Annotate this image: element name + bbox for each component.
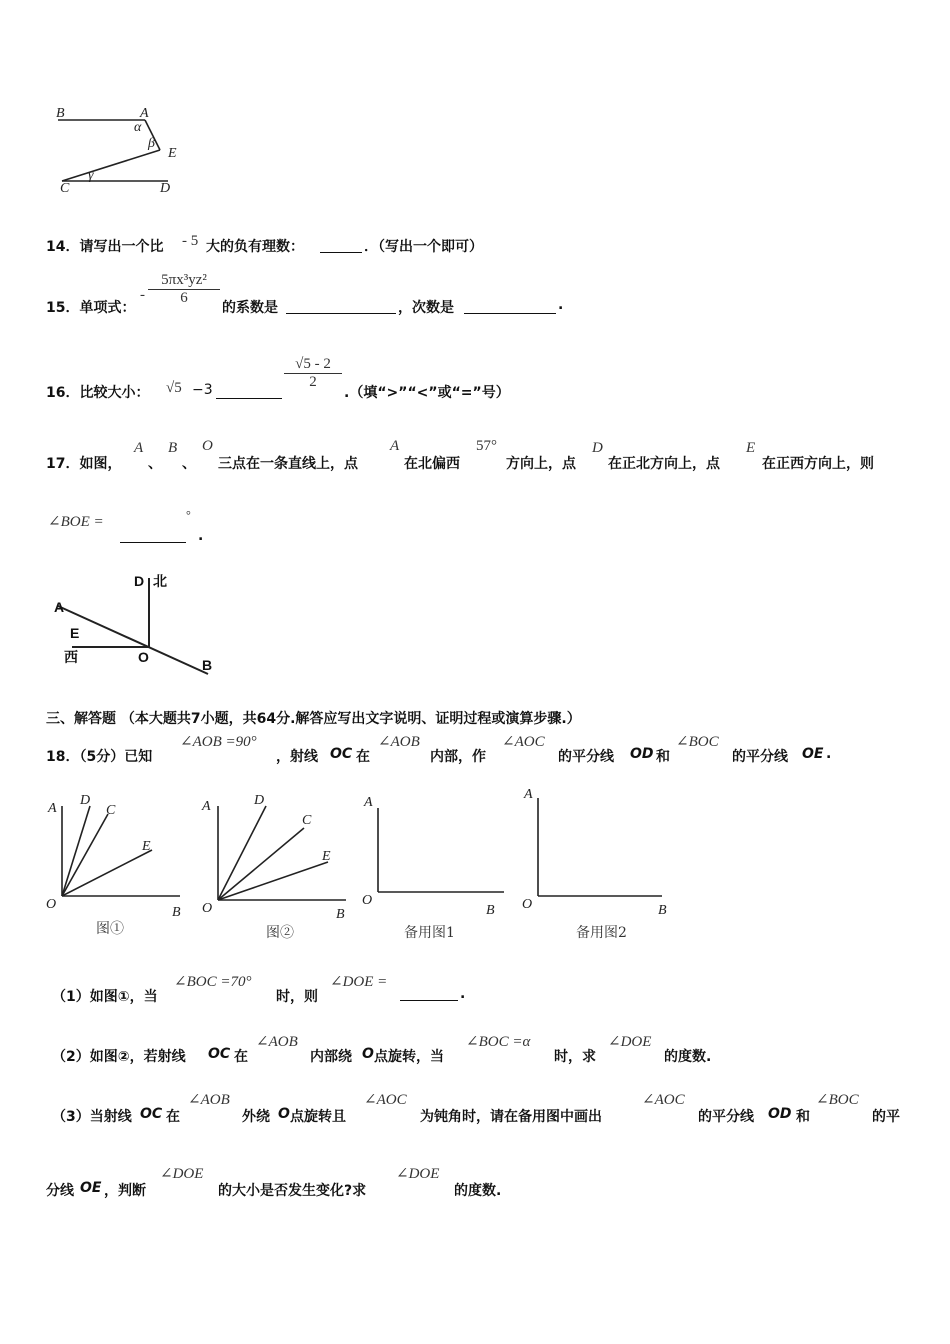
label-c: C xyxy=(60,181,70,196)
p2-angle3: ∠DOE xyxy=(608,1034,652,1050)
fig1-label-b: B xyxy=(172,905,181,918)
p3-t4: 为钝角时，请在备用图中画出 xyxy=(420,1109,602,1125)
q17-b: B xyxy=(168,440,178,456)
q18-angle4: ∠BOC xyxy=(676,734,719,750)
p1-angle: ∠BOC =70° xyxy=(174,974,252,990)
p3-t5: 的平分线 xyxy=(698,1109,754,1125)
spare2-label-a: A xyxy=(524,787,533,802)
q16-left: √5 xyxy=(166,380,182,396)
q18-caption-3: 备用图1 xyxy=(404,925,455,941)
q18-oe: OE xyxy=(802,746,824,762)
q15-fraction xyxy=(148,272,220,307)
q18-t1: ，射线 xyxy=(276,749,318,765)
p3-prefix: （3）当射线 xyxy=(52,1109,132,1125)
p2-o: O xyxy=(362,1046,374,1062)
p2-t4: 时，求 xyxy=(554,1049,596,1065)
fig17-label-o: O xyxy=(138,649,149,665)
q17-end: . xyxy=(198,528,204,544)
p3-angle2: ∠AOC xyxy=(364,1092,407,1108)
fig17-label-b: B xyxy=(202,657,213,673)
q15-degree-blank[interactable] xyxy=(464,313,556,314)
fig2-label-d: D xyxy=(254,793,265,808)
p2-oc: OC xyxy=(208,1046,231,1062)
q16-numerator: √5 - 2 xyxy=(284,356,342,374)
q17-a2: A xyxy=(390,438,400,454)
q17-deg: 57° xyxy=(476,438,497,454)
fig1-label-o: O xyxy=(46,897,57,912)
p3-t6: 和 xyxy=(796,1109,810,1125)
q17-figure xyxy=(50,570,220,680)
q16-fraction xyxy=(284,356,342,391)
spare1-label-a: A xyxy=(364,795,373,810)
fig2-label-a: A xyxy=(202,799,211,814)
q17-d: D xyxy=(592,440,603,456)
p3-line2-end: 的度数. xyxy=(454,1183,502,1199)
p3-t7: 的平 xyxy=(872,1109,900,1125)
q15-mid2: ，次数是 xyxy=(398,300,454,316)
fig1-label-a: A xyxy=(48,801,57,816)
p1-end: . xyxy=(460,986,466,1002)
q14-answer-blank[interactable] xyxy=(320,252,362,253)
label-beta: β xyxy=(148,136,155,151)
p2-t1: 在 xyxy=(234,1049,248,1065)
q17-t5: 在正西方向上，则 xyxy=(762,456,874,472)
fig17-label-d: D xyxy=(134,573,145,589)
p1-angle2: ∠DOE = xyxy=(330,974,388,990)
p3-oc: OC xyxy=(140,1106,163,1122)
q15-sign: - xyxy=(140,287,145,303)
q18-figure-1 xyxy=(40,788,200,918)
q17-t3: 方向上，点 xyxy=(506,456,576,472)
p3-t1: 在 xyxy=(166,1109,180,1125)
q18-spare-figure-2 xyxy=(516,782,686,922)
q18-figure-2 xyxy=(196,788,366,923)
q15-prefix: 15．单项式： xyxy=(46,300,136,316)
q17-sep2: 、 xyxy=(182,456,196,472)
p3-oe: OE xyxy=(80,1180,102,1196)
q14-prefix: 14．请写出一个比 xyxy=(46,239,164,255)
fig17-label-a: A xyxy=(54,599,65,615)
fig1-label-d: D xyxy=(80,793,91,808)
p3-t2: 外绕 xyxy=(242,1109,270,1125)
label-alpha: α xyxy=(134,120,142,135)
q15-end: . xyxy=(558,297,564,313)
label-a: A xyxy=(140,106,149,121)
q18-end: . xyxy=(826,746,832,762)
q15-denominator: 6 xyxy=(180,290,188,306)
q18-angle3: ∠AOC xyxy=(502,734,545,750)
q18-t6: 的平分线 xyxy=(732,749,788,765)
q17-angle: ∠BOE = xyxy=(48,514,104,530)
q17-deg-sign: ° xyxy=(186,508,191,522)
q17-prefix: 17．如图， xyxy=(46,456,122,472)
q17-t4: 在正北方向上，点 xyxy=(608,456,720,472)
label-d: D xyxy=(160,181,171,196)
p2-prefix: （2）如图②，若射线 xyxy=(52,1049,186,1065)
spare2-label-o: O xyxy=(522,897,533,912)
fig17-label-north: 北 xyxy=(153,573,167,589)
q16-answer-blank[interactable] xyxy=(216,398,282,399)
q18-angle1: ∠AOB =90° xyxy=(180,734,257,750)
q17-t2: 在北偏西 xyxy=(404,456,460,472)
q18-t5: 和 xyxy=(656,749,670,765)
q18-t3: 内部，作 xyxy=(430,749,486,765)
q17-e: E xyxy=(746,440,756,456)
fig2-label-o: O xyxy=(202,901,213,916)
q14-end: ．（写出一个即可） xyxy=(364,239,483,255)
q15-mid: 的系数是 xyxy=(222,300,278,316)
q18-caption-2: 图② xyxy=(266,925,294,941)
q14-mid: 大的负有理数： xyxy=(206,239,304,255)
q18-oc: OC xyxy=(330,746,353,762)
label-b: B xyxy=(56,106,65,121)
q16-denominator: 2 xyxy=(309,374,317,390)
p3-od: OD xyxy=(768,1106,792,1122)
q18-t2: 在 xyxy=(356,749,370,765)
fig2-label-c: C xyxy=(302,813,312,828)
p3-angle6: ∠DOE xyxy=(396,1166,440,1182)
q18-od: OD xyxy=(630,746,654,762)
spare1-label-b: B xyxy=(486,903,495,918)
q14-number: - 5 xyxy=(182,233,199,249)
fig1-label-e: E xyxy=(142,839,151,854)
spare2-label-b: B xyxy=(658,903,667,918)
q18-angle2: ∠AOB xyxy=(378,734,420,750)
q15-numerator: 5πx³yz² xyxy=(148,272,220,290)
p3-line2-b: ，判断 xyxy=(104,1183,146,1199)
q17-o: O xyxy=(202,438,213,454)
p2-t2: 内部绕 xyxy=(310,1049,352,1065)
label-e: E xyxy=(168,146,177,161)
q17-answer-blank[interactable] xyxy=(120,542,186,543)
q18-prefix: 18．（5分）已知 xyxy=(46,749,153,765)
fig1-label-c: C xyxy=(106,803,116,818)
p2-end: 的度数. xyxy=(664,1049,712,1065)
fig17-label-west: 西 xyxy=(64,649,78,665)
p1-t1: 时，则 xyxy=(276,989,318,1005)
p3-angle4: ∠BOC xyxy=(816,1092,859,1108)
p3-angle: ∠AOB xyxy=(188,1092,230,1108)
q16-end: .（填“>”“<”或“=”号） xyxy=(344,385,510,401)
p3-line2-a: 分线 xyxy=(46,1183,74,1199)
p3-angle3: ∠AOC xyxy=(642,1092,685,1108)
q13-figure xyxy=(50,105,200,200)
p3-t3: 点旋转且 xyxy=(290,1109,346,1125)
p2-angle: ∠AOB xyxy=(256,1034,298,1050)
q18-spare-figure-1 xyxy=(358,788,518,923)
p3-line2-c: 的大小是否发生变化?求 xyxy=(218,1183,367,1199)
q18-t4: 的平分线 xyxy=(558,749,614,765)
p1-prefix: （1）如图①，当 xyxy=(52,989,158,1005)
fig2-label-e: E xyxy=(322,849,331,864)
q17-sep1: 、 xyxy=(148,456,162,472)
fig2-label-b: B xyxy=(336,907,345,922)
q18-caption-4: 备用图2 xyxy=(576,925,627,941)
q16-prefix: 16．比较大小： xyxy=(46,385,150,401)
p3-angle5: ∠DOE xyxy=(160,1166,204,1182)
q15-coefficient-blank[interactable] xyxy=(286,313,396,314)
p3-o: O xyxy=(278,1106,290,1122)
section-3-title: 三、解答题 （本大题共7小题，共64分.解答应写出文字说明、证明过程或演算步骤.） xyxy=(46,711,581,727)
fig17-label-e: E xyxy=(70,625,80,641)
spare1-label-o: O xyxy=(362,893,373,908)
p2-angle2: ∠BOC =α xyxy=(466,1034,531,1050)
q17-a: A xyxy=(134,440,144,456)
p1-answer-blank[interactable] xyxy=(400,1000,458,1001)
q17-t1: 三点在一条直线上，点 xyxy=(218,456,358,472)
label-gamma: γ xyxy=(88,168,94,183)
q18-caption-1: 图① xyxy=(96,921,124,937)
q16-left-tail: −3 xyxy=(192,382,213,398)
p2-t3: 点旋转，当 xyxy=(374,1049,444,1065)
